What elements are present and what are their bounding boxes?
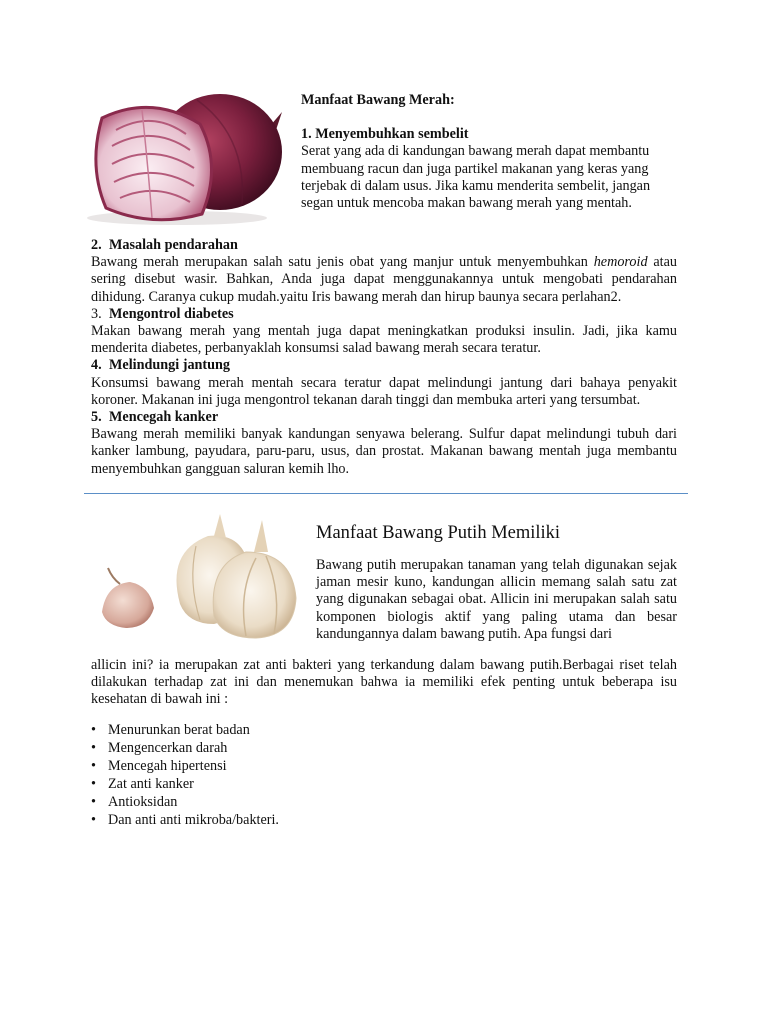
benefit-2-text (91, 254, 677, 306)
benefit-1-line: Serat yang ada di kandungan bawang merah dapat membantu (301, 143, 650, 160)
garlic-section-title: Manfaat Bawang Putih Memiliki (316, 523, 561, 543)
onion-section-title: Manfaat Bawang Merah: (301, 92, 455, 108)
benefit-text-part: Bawang merah merupakan salah satu jenis obat yang manjur untuk menyembuhkan (91, 254, 594, 271)
benefit-3-text: Makan bawang merah yang mentah juga dapat meningkatkan produksi insulin. Jadi, jika kamu menderita diabetes, perbanyaklah konsumsi salad bawang merah secara teratur. (91, 323, 677, 357)
benefit-5-text: Bawang merah memiliki banyak kandungan senyawa belerang. Sulfur dapat melindungi tubuh dari kanker lambung, payudara, paru-paru, usus, dan prostat. Makanan bawang mentah juga membantu menyembuhkan gangguan saluran kemih lho. (91, 426, 677, 477)
list-item-label: Zat anti kanker (108, 776, 194, 793)
list-item-label: Antioksidan (108, 794, 178, 811)
list-item-label: Mengencerkan darah (108, 740, 228, 757)
benefit-heading-text: Mencegah kanker (109, 409, 219, 426)
garlic-image (96, 512, 302, 640)
garlic-benefits-list (91, 721, 591, 830)
list-item (91, 739, 591, 757)
benefit-italic-term: hemoroid (593, 254, 648, 271)
bullet-icon: • (91, 776, 96, 793)
list-item-label: Menurunkan berat badan (108, 722, 250, 738)
section-divider (84, 493, 688, 494)
list-item (91, 811, 591, 829)
benefit-3-heading (91, 306, 677, 323)
benefit-number: 3. (91, 305, 102, 322)
benefit-1-line: membuang racun dan juga partikel makanan yang keras yang (301, 160, 649, 177)
benefit-number: 5. (91, 409, 102, 426)
bullet-icon: • (91, 794, 96, 811)
benefit-number: 4. (91, 357, 102, 374)
benefit-heading-text: Masalah pendarahan (109, 237, 238, 253)
benefit-4-text: Konsumsi bawang merah mentah secara teratur dapat melindungi jantung dari bahaya penyakit koroner. Makanan ini juga mengontrol tekanan darah tinggi dan membuka arteri yang tersumbat. (91, 374, 677, 408)
benefit-1-heading: 1. Menyembuhkan sembelit (301, 126, 469, 143)
bullet-icon: • (91, 758, 96, 775)
list-item (91, 721, 591, 739)
bullet-icon: • (91, 812, 96, 829)
list-item-label: Dan anti anti mikroba/bakteri. (108, 812, 279, 829)
bullet-icon: • (91, 722, 96, 738)
benefit-text-part: atau sering disebut wasir. Bahkan, Anda juga dapat menggunakannya untuk mengobati pendarahan dihidung. Caranya cukup mudah.yaitu Iris bawang merah dan hirup baunya secara perlahan2. (91, 254, 677, 305)
onion-benefits-list (91, 237, 677, 478)
garlic-intro-continued: allicin ini? ia merupakan zat anti bakteri yang terkandung dalam bawang putih.Berbagai riset telah dilakukan terhadap zat ini dan menemukan bahwa ia memiliki efek penting untuk beberapa isu kesehatan di bawah ini : (91, 657, 677, 708)
benefit-heading-text: Mengontrol diabetes (109, 305, 234, 322)
garlic-intro-text: Bawang putih merupakan tanaman yang telah digunakan sejak jaman mesir kuno, kandungan allicin memang salah satu zat yang digunakan sebagai obat. Allicin ini merupakan salah satu komponen biologis aktif yang paling utama dan besar kandungannya dalam bawang putih. Apa fungsi dari (316, 557, 677, 642)
onion-intro-block (301, 92, 681, 212)
benefit-2-heading (91, 237, 677, 254)
list-item-label: Mencegah hipertensi (108, 758, 227, 775)
list-item (91, 793, 591, 811)
benefit-1-line: segan untuk mencoba makan bawang merah yang mentah. (301, 195, 632, 212)
list-item (91, 775, 591, 793)
list-item (91, 757, 591, 775)
bullet-icon: • (91, 740, 96, 757)
benefit-1-line: terjebak di dalam usus. Jika kamu menderita sembelit, jangan (301, 177, 651, 194)
red-onion-image (82, 86, 288, 226)
benefit-heading-text: Melindungi jantung (109, 357, 231, 374)
benefit-5-heading (91, 409, 677, 426)
benefit-4-heading (91, 357, 677, 374)
benefit-number: 2. (91, 237, 102, 253)
